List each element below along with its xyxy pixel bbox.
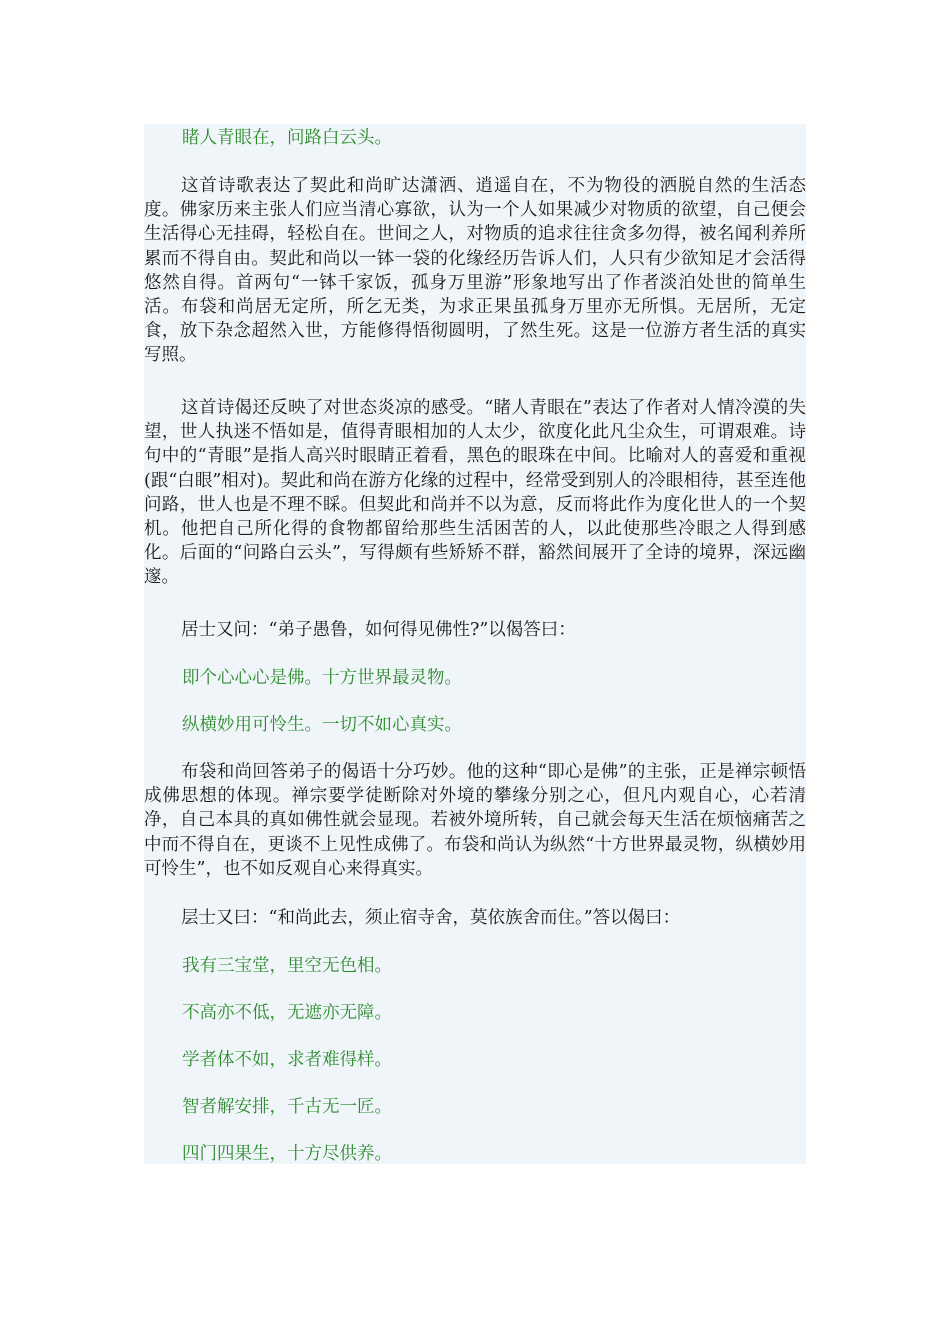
verse-line: 学者体不如，求者难得样。 (182, 1050, 392, 1070)
paragraph: 居士又问：“弟子愚鲁，如何得见佛性?”以偈答曰： (181, 620, 576, 640)
verse-line: 我有三宝堂，里空无色相。 (182, 956, 392, 976)
paragraph: 这首诗歌表达了契此和尚旷达潇洒、逍遥自在，不为物役的洒脱自然的生活态度。佛家历来主张人们应当清心寡欲，认为一个人如果减少对物质的欲望，自己便会生活得心无挂碍，轻松自在。世间之人，对物质的追求往往贪多勿得，被名闻利养所累而不得自由。契此和尚以一钵一袋的化缘经历告诉人们，人只有少欲知足才会活得悠然自得。首两句“一钵千家饭，孤身万里游”形象地写出了作者淡泊处世的简单生活。布袋和尚居无定所，所乞无类，为求正果虽孤身万里亦无所惧。无居所，无定食，放下杂念超然入世，方能修得悟彻圆明，了然生死。这是一位游方者生活的真实写照。 (144, 176, 806, 366)
verse-line: 睹人青眼在，问路白云头。 (182, 128, 392, 148)
verse-line: 不高亦不低，无遮亦无障。 (182, 1003, 392, 1023)
document-panel (144, 124, 806, 1164)
verse-line: 纵横妙用可怜生。一切不如心真实。 (182, 715, 462, 735)
verse-line: 四门四果生，十方尽供养。 (182, 1144, 392, 1164)
paragraph: 布袋和尚回答弟子的偈语十分巧妙。他的这种“即心是佛”的主张，正是禅宗顿悟成佛思想的体现。禅宗要学徒断除对外境的攀缘分别之心，但凡内观自心，心若清净，自己本具的真如佛性就会显现。若被外境所转，自己就会每天生活在烦恼痛苦之中而不得自在，更谈不上见性成佛了。布袋和尚认为纵然“十方世界最灵物，纵横妙用可怜生”，也不如反观自心来得真实。 (144, 762, 806, 879)
verse-line: 即个心心心是佛。十方世界最灵物。 (182, 668, 462, 688)
verse-line: 智者解安排，千古无一匠。 (182, 1097, 392, 1117)
paragraph: 层士又曰：“和尚此去，须止宿寺舍，莫依族舍而住。”答以偈曰： (181, 908, 681, 928)
paragraph: 这首诗偈还反映了对世态炎凉的感受。“睹人青眼在”表达了作者对人情冷漠的失望，世人执迷不悟如是，值得青眼相加的人太少，欲度化此凡尘众生，可谓艰难。诗句中的“青眼”是指人高兴时眼睛正着看，黑色的眼珠在中间。比喻对人的喜爱和重视(跟“白眼”相对)。契此和尚在游方化缘的过程中，经常受到别人的冷眼相待，甚至连他问路，世人也是不理不睬。但契此和尚并不以为意，反而将此作为度化世人的一个契机。他把自己所化得的食物都留给那些生活困苦的人，以此使那些冷眼之人得到感化。后面的“问路白云头”，写得颇有些矫矫不群，豁然间展开了全诗的境界，深远幽邃。 (144, 398, 806, 588)
